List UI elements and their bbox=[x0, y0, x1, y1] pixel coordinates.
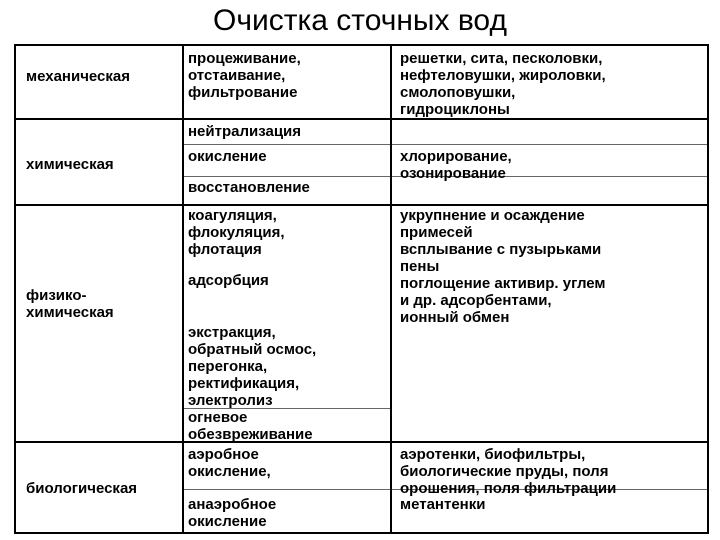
method-cell: окисление bbox=[188, 148, 267, 165]
category-chemical: химическая bbox=[26, 156, 114, 173]
column-divider bbox=[390, 46, 392, 532]
method-cell: процеживание, отстаивание, фильтрование bbox=[188, 50, 301, 101]
method-cell: огневое обезвреживание bbox=[188, 409, 313, 443]
equipment-cell: аэротенки, биофильтры, биологические пруды, поля орошения, поля фильтрации bbox=[400, 446, 617, 497]
page-title: Очистка сточных вод bbox=[213, 4, 507, 37]
category-physicochemical: физико- химическая bbox=[26, 287, 114, 321]
method-cell: восстановление bbox=[188, 179, 310, 196]
equipment-cell: метантенки bbox=[400, 496, 486, 513]
equipment-cell: укрупнение и осаждение примесей всплывание с пузырьками пены поглощение активир. углем и др. адсорбентами, ионный обмен bbox=[400, 207, 606, 326]
category-biological: биологическая bbox=[26, 480, 138, 497]
equipment-cell: хлорирование, озонирование bbox=[400, 148, 512, 182]
method-cell: нейтрализация bbox=[188, 123, 302, 140]
subrow-divider bbox=[182, 144, 707, 145]
method-cell: экстракция, обратный осмос, перегонка, ректификация, электролиз bbox=[188, 324, 317, 409]
treatment-methods-table bbox=[14, 44, 709, 534]
method-cell: аэробное окисление, bbox=[188, 446, 271, 480]
method-cell: анаэробное окисление bbox=[188, 496, 277, 530]
method-cell: адсорбция bbox=[188, 272, 269, 289]
row-divider bbox=[16, 118, 707, 120]
category-mechanical: механическая bbox=[26, 68, 131, 85]
equipment-cell: решетки, сита, песколовки, нефтеловушки, жироловки, смолоповушки, гидроциклоны bbox=[400, 50, 606, 118]
column-divider bbox=[182, 46, 184, 532]
row-divider bbox=[16, 441, 707, 443]
row-divider bbox=[16, 204, 707, 206]
method-cell: коагуляция, флокуляция, флотация bbox=[188, 207, 285, 258]
